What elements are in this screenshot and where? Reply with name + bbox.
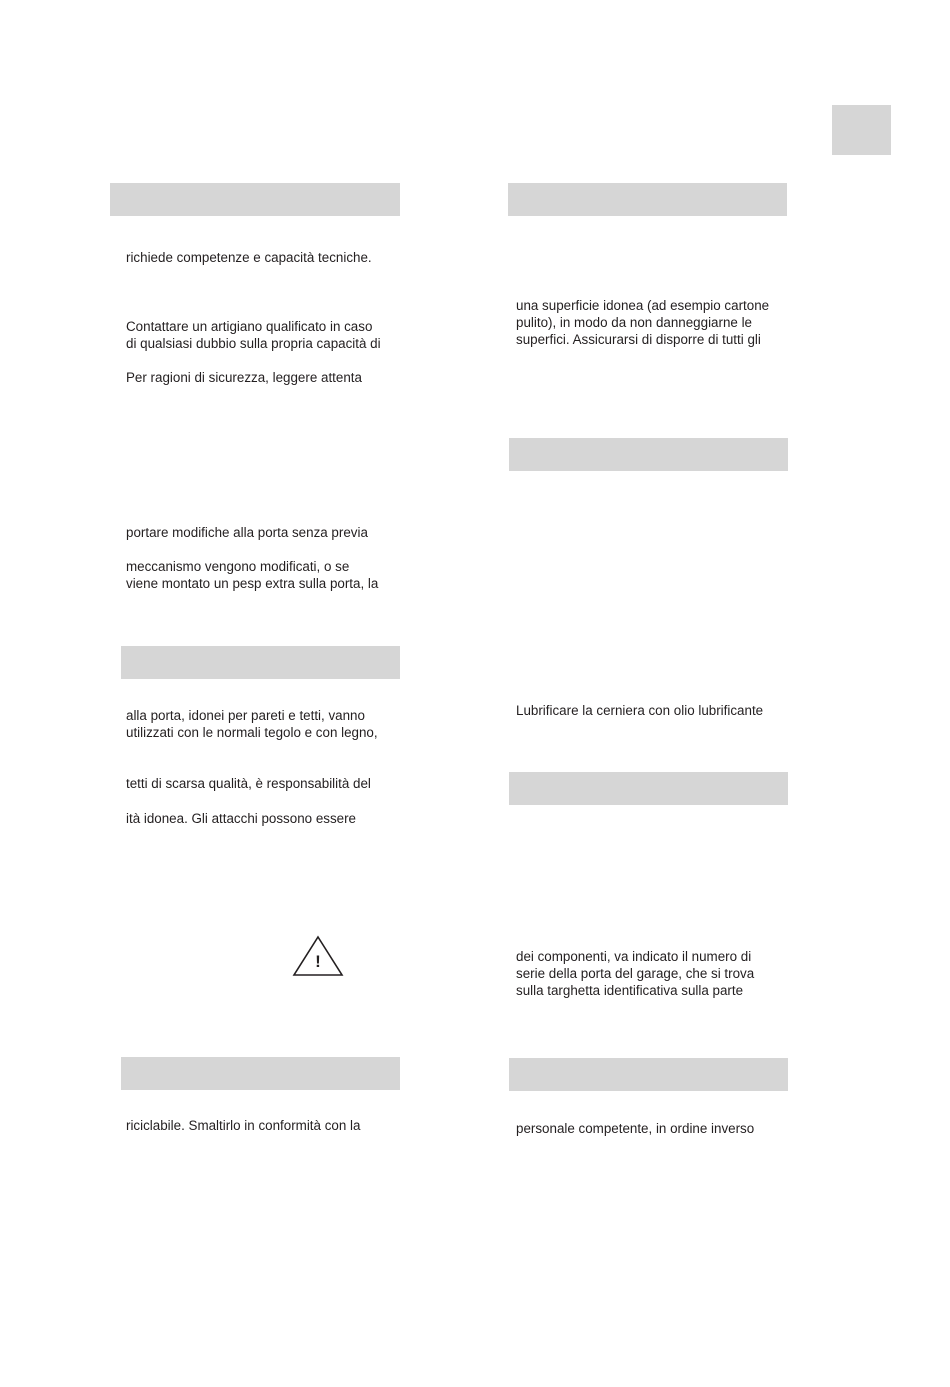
paragraph-line: superfici. Assicurarsi di disporre di tutti gli <box>516 332 761 347</box>
paragraph-line: una superficie idonea (ad esempio cartone <box>516 298 770 313</box>
paragraph-line: di qualsiasi dubbio sulla propria capacità di <box>126 336 381 351</box>
section-header-bar <box>110 183 400 216</box>
paragraph-line: Lubrificare la cerniera con olio lubrificante <box>516 703 764 718</box>
paragraph-line: meccanismo vengono modificati, o se <box>126 559 350 574</box>
section-header-bar <box>121 646 400 679</box>
paragraph-line: serie della porta del garage, che si trova <box>516 966 755 981</box>
paragraph-line: alla porta, idonei per pareti e tetti, vanno <box>126 708 365 723</box>
paragraph-line: richiede competenze e capacità tecniche. <box>126 250 372 265</box>
paragraph-line: riciclabile. Smaltirlo in conformità con la <box>126 1118 361 1133</box>
language-tab <box>832 105 891 155</box>
section-header-bar <box>121 1057 400 1090</box>
paragraph-line: pulito), in modo da non danneggiarne le <box>516 315 752 330</box>
section-header-bar <box>509 438 788 471</box>
section-header-bar <box>508 183 787 216</box>
paragraph-line: Per ragioni di sicurezza, leggere attenta <box>126 370 362 385</box>
paragraph-line: sulla targhetta identificativa sulla parte <box>516 983 744 998</box>
paragraph-line: ità idonea. Gli attacchi possono essere <box>126 811 357 826</box>
warning-triangle-icon <box>292 935 344 977</box>
paragraph-line: Contattare un artigiano qualificato in caso <box>126 319 373 334</box>
paragraph-line: viene montato un pesp extra sulla porta, la <box>126 576 379 591</box>
svg-text:!: ! <box>315 952 321 971</box>
section-header-bar <box>509 772 788 805</box>
section-header-bar <box>509 1058 788 1091</box>
paragraph-line: dei componenti, va indicato il numero di <box>516 949 752 964</box>
paragraph-line: tetti di scarsa qualità, è responsabilità del <box>126 776 371 791</box>
paragraph-line: personale competente, in ordine inverso <box>516 1121 755 1136</box>
paragraph-line: utilizzati con le normali tegolo e con legno, <box>126 725 378 740</box>
paragraph-line: portare modifiche alla porta senza previa <box>126 525 368 540</box>
